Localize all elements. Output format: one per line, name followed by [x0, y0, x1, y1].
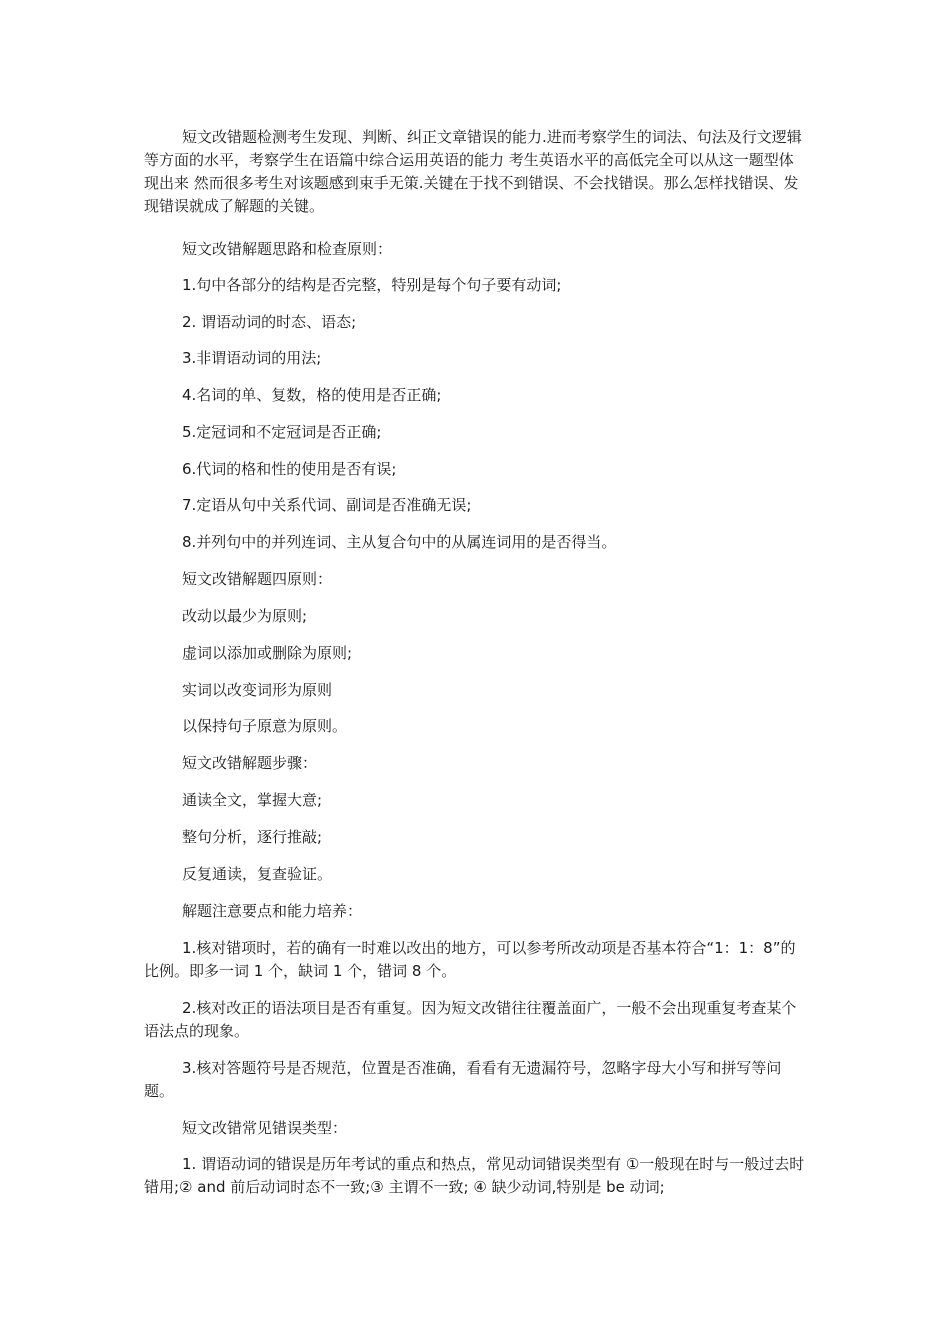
principle-item-2: 虚词以添加或删除为原则;: [182, 644, 353, 662]
check-item-8: 8.并列句中的并列连词、主从复合句中的从属连词用的是否得当。: [182, 533, 617, 551]
section-heading-tips: 解题注意要点和能力培养：: [182, 902, 363, 920]
check-item-7: 7.定语从句中关系代词、副词是否准确无误;: [182, 496, 472, 514]
principle-item-1: 改动以最少为原则;: [182, 607, 308, 625]
tip-item-1: 1.核对错项时，若的确有一时难以改出的地方，可以参考所改动项是否基本符合“1：1：8”的比例。即多一词 1 个，缺词 1 个，错词 8 个。: [144, 939, 796, 980]
section-heading-four-principles: 短文改错解题四原则：: [182, 570, 333, 588]
check-item-5: 5.定冠词和不定冠词是否正确;: [182, 423, 382, 441]
tip-item-3: 3.核对答题符号是否规范，位置是否准确，看看有无遗漏符号，忽略字母大小写和拼写等问题。: [144, 1059, 782, 1100]
intro-paragraph: 短文改错题检测考生发现、判断、纠正文章错误的能力.进而考察学生的词法、句法及行文逻辑等方面的水平，考察学生在语篇中综合运用英语的能力 考生英语水平的高低完全可以从这一题型体现出来 然而很多考生对该题感到束手无策.关键在于找不到错误、不会找错误。那么怎样找错误、发现错误就成了解题的关键。: [144, 128, 802, 215]
check-item-4: 4.名词的单、复数，格的使用是否正确;: [182, 386, 442, 404]
step-item-3: 反复通读，复查验证。: [182, 865, 333, 883]
error-type-item-1: 1. 谓语动词的错误是历年考试的重点和热点，常见动词错误类型有 ①一般现在时与一般过去时错用;② and 前后动词时态不一致;③ 主谓不一致; ④ 缺少动词,特别是 be 动词;: [144, 1155, 805, 1196]
principle-item-4: 以保持句子原意为原则。: [182, 717, 348, 735]
section-heading-principles: 短文改错解题思路和检查原则：: [182, 240, 393, 258]
check-item-3: 3.非谓语动词的用法;: [182, 349, 322, 367]
tip-item-2: 2.核对改正的语法项目是否有重复。因为短文改错往往覆盖面广，一般不会出现重复考查某个语法点的现象。: [144, 999, 797, 1040]
check-item-1: 1.句中各部分的结构是否完整，特别是每个句子要有动词;: [182, 276, 562, 294]
check-item-2: 2. 谓语动词的时态、语态;: [182, 313, 357, 331]
check-item-6: 6.代词的格和性的使用是否有误;: [182, 460, 397, 478]
section-heading-error-types: 短文改错常见错误类型：: [182, 1119, 348, 1137]
step-item-1: 通读全文，掌握大意;: [182, 791, 323, 809]
section-heading-steps: 短文改错解题步骤：: [182, 754, 318, 772]
step-item-2: 整句分析，逐行推敲;: [182, 828, 323, 846]
principle-item-3: 实词以改变词形为原则: [182, 681, 333, 699]
